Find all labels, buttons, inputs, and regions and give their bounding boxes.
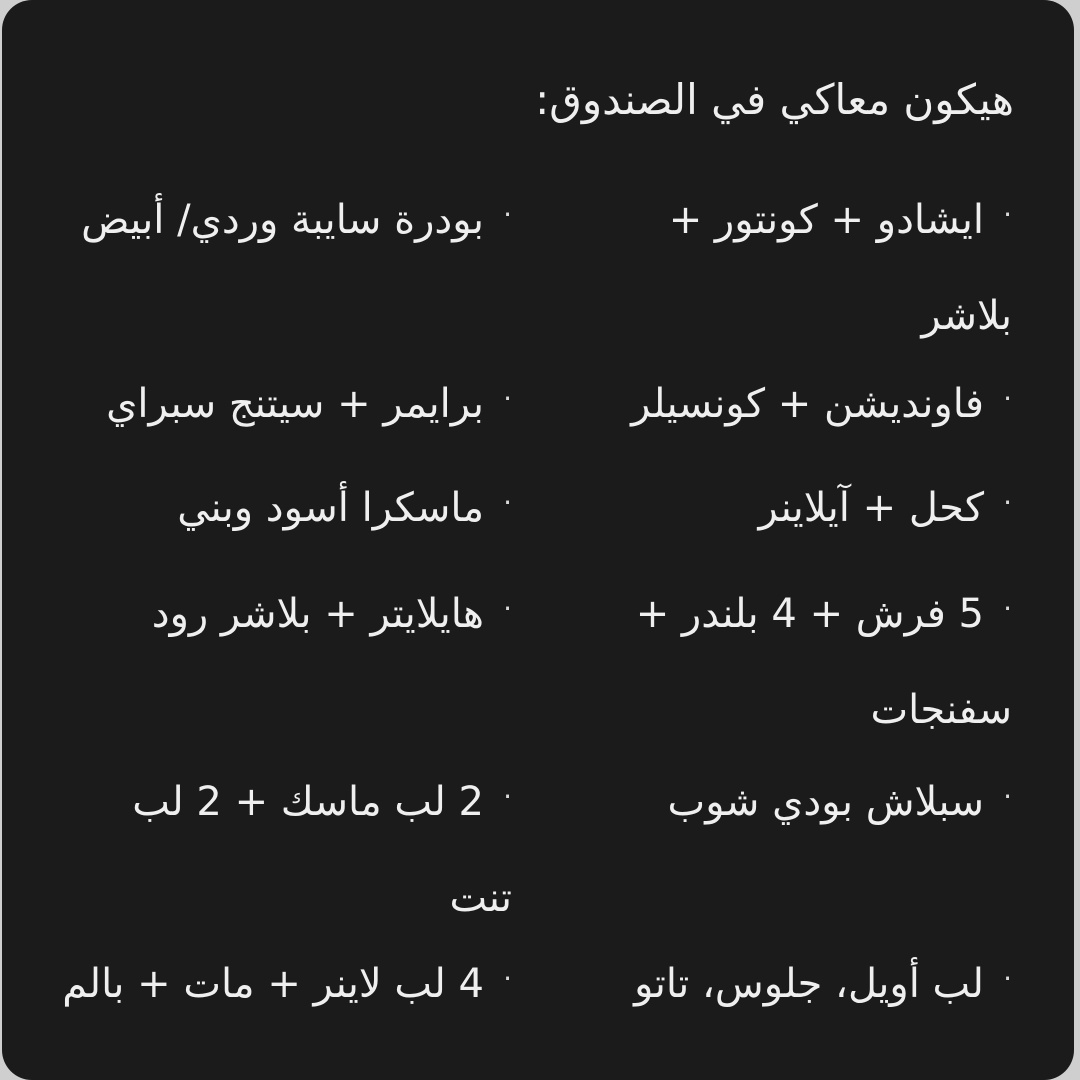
bullet-icon: ·	[503, 962, 512, 995]
item-text: سبلاش بودي شوب	[667, 779, 984, 825]
list-item	[52, 172, 512, 268]
item-text: 4 لب لاينر + مات + بالم	[62, 961, 484, 1007]
message-card	[2, 0, 1074, 1080]
bullet-icon: ·	[503, 198, 512, 231]
item-text: 5 فرش + 4 بلندر + سفنجات	[635, 591, 1012, 733]
list-item	[32, 460, 512, 556]
bullet-icon: ·	[1003, 962, 1012, 995]
bullet-icon: ·	[1003, 592, 1012, 625]
list-item	[592, 936, 1012, 1032]
bullet-icon: ·	[1003, 198, 1012, 231]
bullet-icon: ·	[503, 780, 512, 813]
item-text: ماسكرا أسود وبني	[177, 485, 484, 531]
list-item	[592, 754, 1012, 850]
bullet-icon: ·	[503, 382, 512, 415]
list-item	[592, 566, 1012, 758]
list-item	[592, 356, 1012, 452]
item-text: لب أويل، جلوس، تاتو	[634, 961, 984, 1007]
list-item	[32, 356, 512, 452]
list-item	[592, 172, 1012, 364]
bullet-icon: ·	[1003, 780, 1012, 813]
list-item	[592, 460, 1012, 556]
item-text: ايشادو + كونتور + بلاشر	[668, 197, 1012, 339]
bullet-icon: ·	[1003, 486, 1012, 519]
bullet-icon: ·	[503, 486, 512, 519]
list-item	[92, 754, 512, 946]
item-text: 2 لب ماسك + 2 لب تنت	[132, 779, 512, 921]
list-item	[32, 936, 512, 1032]
list-item	[32, 566, 512, 662]
item-text: فاونديشن + كونسيلر	[631, 381, 984, 427]
item-text: هايلايتر + بلاشر رود	[151, 591, 484, 637]
bullet-icon: ·	[503, 592, 512, 625]
bullet-icon: ·	[1003, 382, 1012, 415]
box-contents-title: هيكون معاكي في الصندوق:	[535, 75, 1014, 124]
item-text: كحل + آيلاينر	[758, 485, 984, 531]
item-text: بودرة سايبة وردي/ أبيض	[81, 197, 484, 243]
item-text: برايمر + سيتنج سبراي	[106, 381, 484, 427]
